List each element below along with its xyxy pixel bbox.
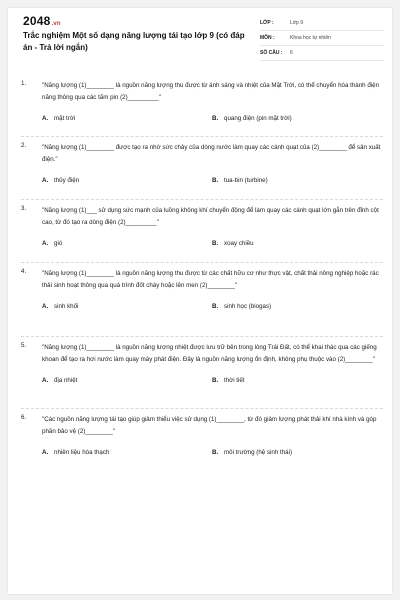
meta-class-row bbox=[260, 16, 384, 31]
question-item bbox=[21, 342, 383, 384]
question-text: "Năng lượng (1)________ được tạo ra nhờ sức chảy của dòng nước làm quay các cánh quạt của (2)________ để sản xuất điện." bbox=[42, 144, 381, 163]
answer-options bbox=[21, 377, 383, 384]
question-divider bbox=[21, 408, 383, 409]
option-text: thủy điện bbox=[54, 177, 80, 184]
question-text: "Năng lượng (1)________ là nguồn năng lượng thu được từ ánh sáng và nhiệt của Mặt Trời, có thể chuyển hóa thành điện năng thông qua các tấm pin (2)_________" bbox=[42, 82, 380, 101]
option-letter: A. bbox=[42, 449, 49, 456]
question-number: 1. bbox=[21, 80, 27, 87]
option-a[interactable] bbox=[42, 115, 212, 122]
question-item bbox=[21, 142, 383, 184]
option-letter: A. bbox=[42, 303, 49, 310]
meta-count-value: 6 bbox=[290, 50, 293, 56]
answer-options bbox=[21, 115, 383, 122]
meta-class-value: Lớp 9 bbox=[290, 20, 304, 26]
question-item bbox=[21, 268, 383, 310]
option-letter: B. bbox=[212, 377, 219, 384]
worksheet-meta bbox=[260, 16, 384, 61]
option-text: tua-bin (turbine) bbox=[224, 177, 268, 184]
meta-count-row bbox=[260, 46, 384, 61]
question-item bbox=[21, 205, 383, 247]
answer-options bbox=[21, 240, 383, 247]
question-text: "Năng lượng (1)________ là nguồn năng lượng nhiệt được lưu trữ bên trong lòng Trái Đất, có thể khai thác qua các giếng khoan để tạo ra hơi nước làm quay máy phát điện. Đây là nguồn năng lượng ổn định, không phụ thuộc vào (2)________" bbox=[42, 344, 377, 363]
site-logo[interactable] bbox=[23, 14, 61, 28]
answer-options bbox=[21, 449, 383, 456]
question-divider bbox=[21, 336, 383, 337]
question-divider bbox=[21, 262, 383, 263]
option-b[interactable] bbox=[212, 240, 254, 247]
logo-main: 2048 bbox=[23, 14, 51, 28]
option-letter: A. bbox=[42, 377, 49, 384]
option-text: địa nhiệt bbox=[54, 377, 78, 384]
question-item bbox=[21, 414, 383, 456]
option-b[interactable] bbox=[212, 115, 292, 122]
answer-options bbox=[21, 177, 383, 184]
option-text: sinh học (biogas) bbox=[224, 303, 272, 310]
meta-subject-value: Khoa học tự nhiên bbox=[290, 35, 331, 41]
option-text: quang điện (pin mặt trời) bbox=[224, 115, 292, 122]
option-b[interactable] bbox=[212, 377, 245, 384]
meta-subject-row bbox=[260, 31, 384, 46]
logo-suffix: .vn bbox=[51, 21, 61, 27]
option-text: gió bbox=[54, 240, 63, 247]
question-text: "Các nguồn năng lượng tái tạo giúp giảm thiểu việc sử dụng (1)________, từ đó giảm lượng phát thải khí nhà kính và góp phần bảo vệ (2)________" bbox=[42, 416, 377, 435]
question-text: "Năng lượng (1)___ sử dụng sức mạnh của luồng không khí chuyển động để làm quay các cánh quạt lớn gắn trên đỉnh cột cao, từ đó tạo ra dòng điện (2)_________" bbox=[42, 207, 379, 226]
option-text: xoay chiều bbox=[224, 240, 254, 247]
option-a[interactable] bbox=[42, 240, 212, 247]
worksheet-page bbox=[8, 8, 392, 594]
option-text: thời tiết bbox=[224, 377, 245, 384]
option-letter: B. bbox=[212, 240, 219, 247]
meta-subject-label: MÔN : bbox=[260, 35, 275, 41]
meta-count-label: SỐ CÂU : bbox=[260, 50, 283, 56]
question-number: 5. bbox=[21, 342, 27, 349]
option-a[interactable] bbox=[42, 303, 212, 310]
option-a[interactable] bbox=[42, 177, 212, 184]
option-b[interactable] bbox=[212, 303, 271, 310]
question-number: 3. bbox=[21, 205, 27, 212]
question-number: 4. bbox=[21, 268, 27, 275]
option-b[interactable] bbox=[212, 449, 292, 456]
meta-class-label: LỚP : bbox=[260, 20, 274, 26]
worksheet-header bbox=[8, 8, 392, 66]
question-divider bbox=[21, 199, 383, 200]
question-item bbox=[21, 80, 383, 122]
option-letter: B. bbox=[212, 449, 219, 456]
answer-options bbox=[21, 303, 383, 310]
option-letter: B. bbox=[212, 115, 219, 122]
option-text: môi trường (hệ sinh thái) bbox=[224, 449, 293, 456]
option-a[interactable] bbox=[42, 377, 212, 384]
worksheet-title: Trắc nghiệm Một số dạng năng lượng tái tạo lớp 9 (có đáp án - Trả lời ngắn) bbox=[23, 31, 245, 52]
option-a[interactable] bbox=[42, 449, 212, 456]
option-b[interactable] bbox=[212, 177, 268, 184]
question-number: 6. bbox=[21, 414, 27, 421]
option-letter: A. bbox=[42, 177, 49, 184]
question-text: "Năng lượng (1)________ là nguồn năng lượng thu được từ các chất hữu cơ như thực vật, chất thải nông nghiệp hoặc rác thải sinh hoạt thông qua quá trình đốt cháy hoặc lên men (2)________" bbox=[42, 270, 379, 289]
option-letter: A. bbox=[42, 240, 49, 247]
option-letter: A. bbox=[42, 115, 49, 122]
option-letter: B. bbox=[212, 177, 219, 184]
option-letter: B. bbox=[212, 303, 219, 310]
option-text: sinh khối bbox=[54, 303, 79, 310]
option-text: mặt trời bbox=[54, 115, 76, 122]
question-divider bbox=[21, 136, 383, 137]
question-number: 2. bbox=[21, 142, 27, 149]
option-text: nhiên liệu hóa thạch bbox=[54, 449, 110, 456]
